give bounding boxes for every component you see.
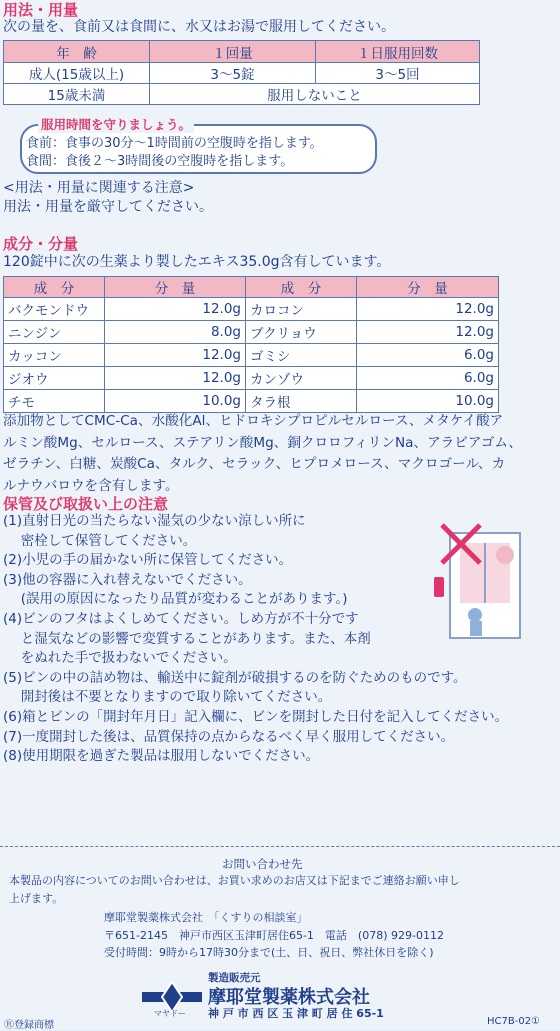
storage-item: (5)ビンの中の詰め物は、輸送中に錠剤が破損するのを防ぐためのものです。 [3, 669, 467, 686]
table-cell: 10.0g [357, 390, 499, 413]
table-cell: ブクリョウ [246, 321, 357, 344]
storage-item: (2)小児の手の届かない所に保管してください。 [3, 552, 293, 569]
timing-line: 食間：食後２～3時間後の空腹時を指します。 [26, 154, 294, 169]
ingredients-heading: 成分・分量 [3, 235, 79, 253]
table-cell: 12.0g [105, 367, 246, 390]
table-cell: 10.0g [105, 390, 246, 413]
table-cell: ジオウ [4, 367, 105, 390]
dosage-table [3, 40, 480, 105]
table-cell: 服用しないこと [150, 84, 480, 105]
contact-text: 上げます。 [9, 892, 64, 905]
contact-text: 本製品の内容についてのお問い合わせは、お買い求めのお店又は下記までご連絡お願い申し [9, 874, 460, 887]
additives-line: ゼラチン、白糖、炭酸Ca、タルク、セラック、ヒプロメロース、マクロゴール、カ [3, 456, 506, 472]
storage-item: (8)使用期限を過ぎた製品は服用しないでください。 [3, 748, 320, 765]
amount-header: 分 量 [105, 277, 246, 298]
additives-text [3, 411, 522, 497]
table-row [4, 298, 499, 321]
maker-company: 摩耶堂製薬株式会社 [208, 987, 370, 1008]
ingredients-table [3, 276, 499, 413]
table-cell: 3～5回 [316, 63, 480, 84]
timing-line: 食前：食事の30分～1時間前の空腹時を指します。 [26, 136, 323, 151]
table-cell: 12.0g [357, 321, 499, 344]
table-cell: 12.0g [105, 344, 246, 367]
logo-text: マヤドー [154, 1009, 186, 1018]
storage-item: と湿気などの影響で変質することがあります。また、本剤 [3, 630, 371, 647]
table-row [4, 344, 499, 367]
storage-item: (誤用の原因になったり品質が変わることがあります。) [3, 591, 348, 608]
contact-company: 摩耶堂製薬株式会社 「くすりの相談室」 [104, 911, 308, 924]
table-cell: 15歳未満 [4, 84, 150, 105]
storage-item: (3)他の容器に入れ替えないでください。 [3, 571, 252, 588]
storage-item: 開封後は不要となりますので取り除いてください。 [3, 689, 332, 706]
ingredient-header: 成 分 [246, 277, 357, 298]
table-cell: 3～5錠 [150, 63, 316, 84]
table-cell: 6.0g [357, 344, 499, 367]
dosage-header-age: 年 齢 [4, 41, 150, 63]
contact-hours: 受付時間：9時から17時30分まで(土、日、祝日、弊社休日を除く) [104, 946, 434, 959]
table-cell: 8.0g [105, 321, 246, 344]
table-row [4, 367, 499, 390]
storage-item: をぬれた手で扱わないでください。 [3, 650, 237, 667]
ingredients-intro: 120錠中に次の生薬より製したエキス35.0g含有しています。 [3, 254, 391, 270]
table-cell: ニンジン [4, 321, 105, 344]
dosage-header-dose: １回量 [150, 41, 316, 63]
table-cell: 成人(15歳以上) [4, 63, 150, 84]
additives-line: ルミン酸Mg、セルロース、ステアリン酸Mg、銅クロロフィリンNa、アラビアゴム、 [3, 434, 522, 451]
window-sunlight-illustration [430, 515, 550, 645]
amount-header: 分 量 [357, 277, 499, 298]
table-cell: チモ [4, 390, 105, 413]
table-cell: カロコン [246, 298, 357, 321]
table-row [4, 84, 480, 105]
contact-address: 〒651-2145 神戸市西区玉津町居住65-1 電話 (078) 929-0112 [104, 929, 444, 942]
table-row [4, 63, 480, 84]
storage-item: (7)一度開封した後は、品質保持の点からなるべく早く服用してください。 [3, 728, 455, 745]
storage-item: (6)箱とビンの「開封年月日」記入欄に、ビンを開封した日付を記入してください。 [3, 708, 509, 725]
storage-item: (4)ビンのフタはよくしめてください。しめ方が不十分です [3, 610, 359, 627]
table-row [4, 321, 499, 344]
dosage-header-times: １日服用回数 [316, 41, 480, 63]
additives-line: ルナウバロウを含有します。 [3, 477, 179, 494]
table-cell: 12.0g [105, 298, 246, 321]
storage-item: (1)直射日光の当たらない湿気の少ない涼しい所に [3, 513, 306, 529]
table-cell: カッコン [4, 344, 105, 367]
timing-title: 服用時間を守りましょう。 [38, 115, 194, 133]
maker-address: 神 戸 市 西 区 玉 津 町 居 住 65-1 [208, 1007, 384, 1020]
divider [0, 846, 560, 847]
trademark-note: Ⓡ登録商標 [4, 1020, 54, 1031]
maker-label: 製造販売元 [208, 972, 261, 984]
product-code: HC7B-02① [487, 1016, 541, 1027]
company-logo [142, 980, 202, 1020]
dosage-intro: 次の量を、食前又は食間に、水又はお湯で服用してください。 [3, 19, 395, 35]
table-row [4, 390, 499, 413]
storage-item: 密栓して保管してください。 [3, 532, 197, 549]
dosage-note-heading: <用法・用量に関連する注意> [3, 180, 195, 196]
table-cell: タラ根 [246, 390, 357, 413]
storage-heading: 保管及び取扱い上の注意 [3, 495, 169, 513]
table-cell: ゴミシ [246, 344, 357, 367]
table-cell: バクモンドウ [4, 298, 105, 321]
dosage-note-text: 用法・用量を厳守してください。 [3, 199, 213, 215]
dosage-heading: 用法・用量 [3, 1, 79, 19]
ingredient-header: 成 分 [4, 277, 105, 298]
contact-heading: お問い合わせ先 [222, 857, 303, 871]
table-cell: 6.0g [357, 367, 499, 390]
timing-box [20, 117, 377, 174]
table-cell: カンゾウ [246, 367, 357, 390]
table-cell: 12.0g [357, 298, 499, 321]
additives-line: 添加物としてCMC-Ca、水酸化Al、ヒドロキシプロピルセルロース、メタケイ酸ア [3, 413, 504, 429]
